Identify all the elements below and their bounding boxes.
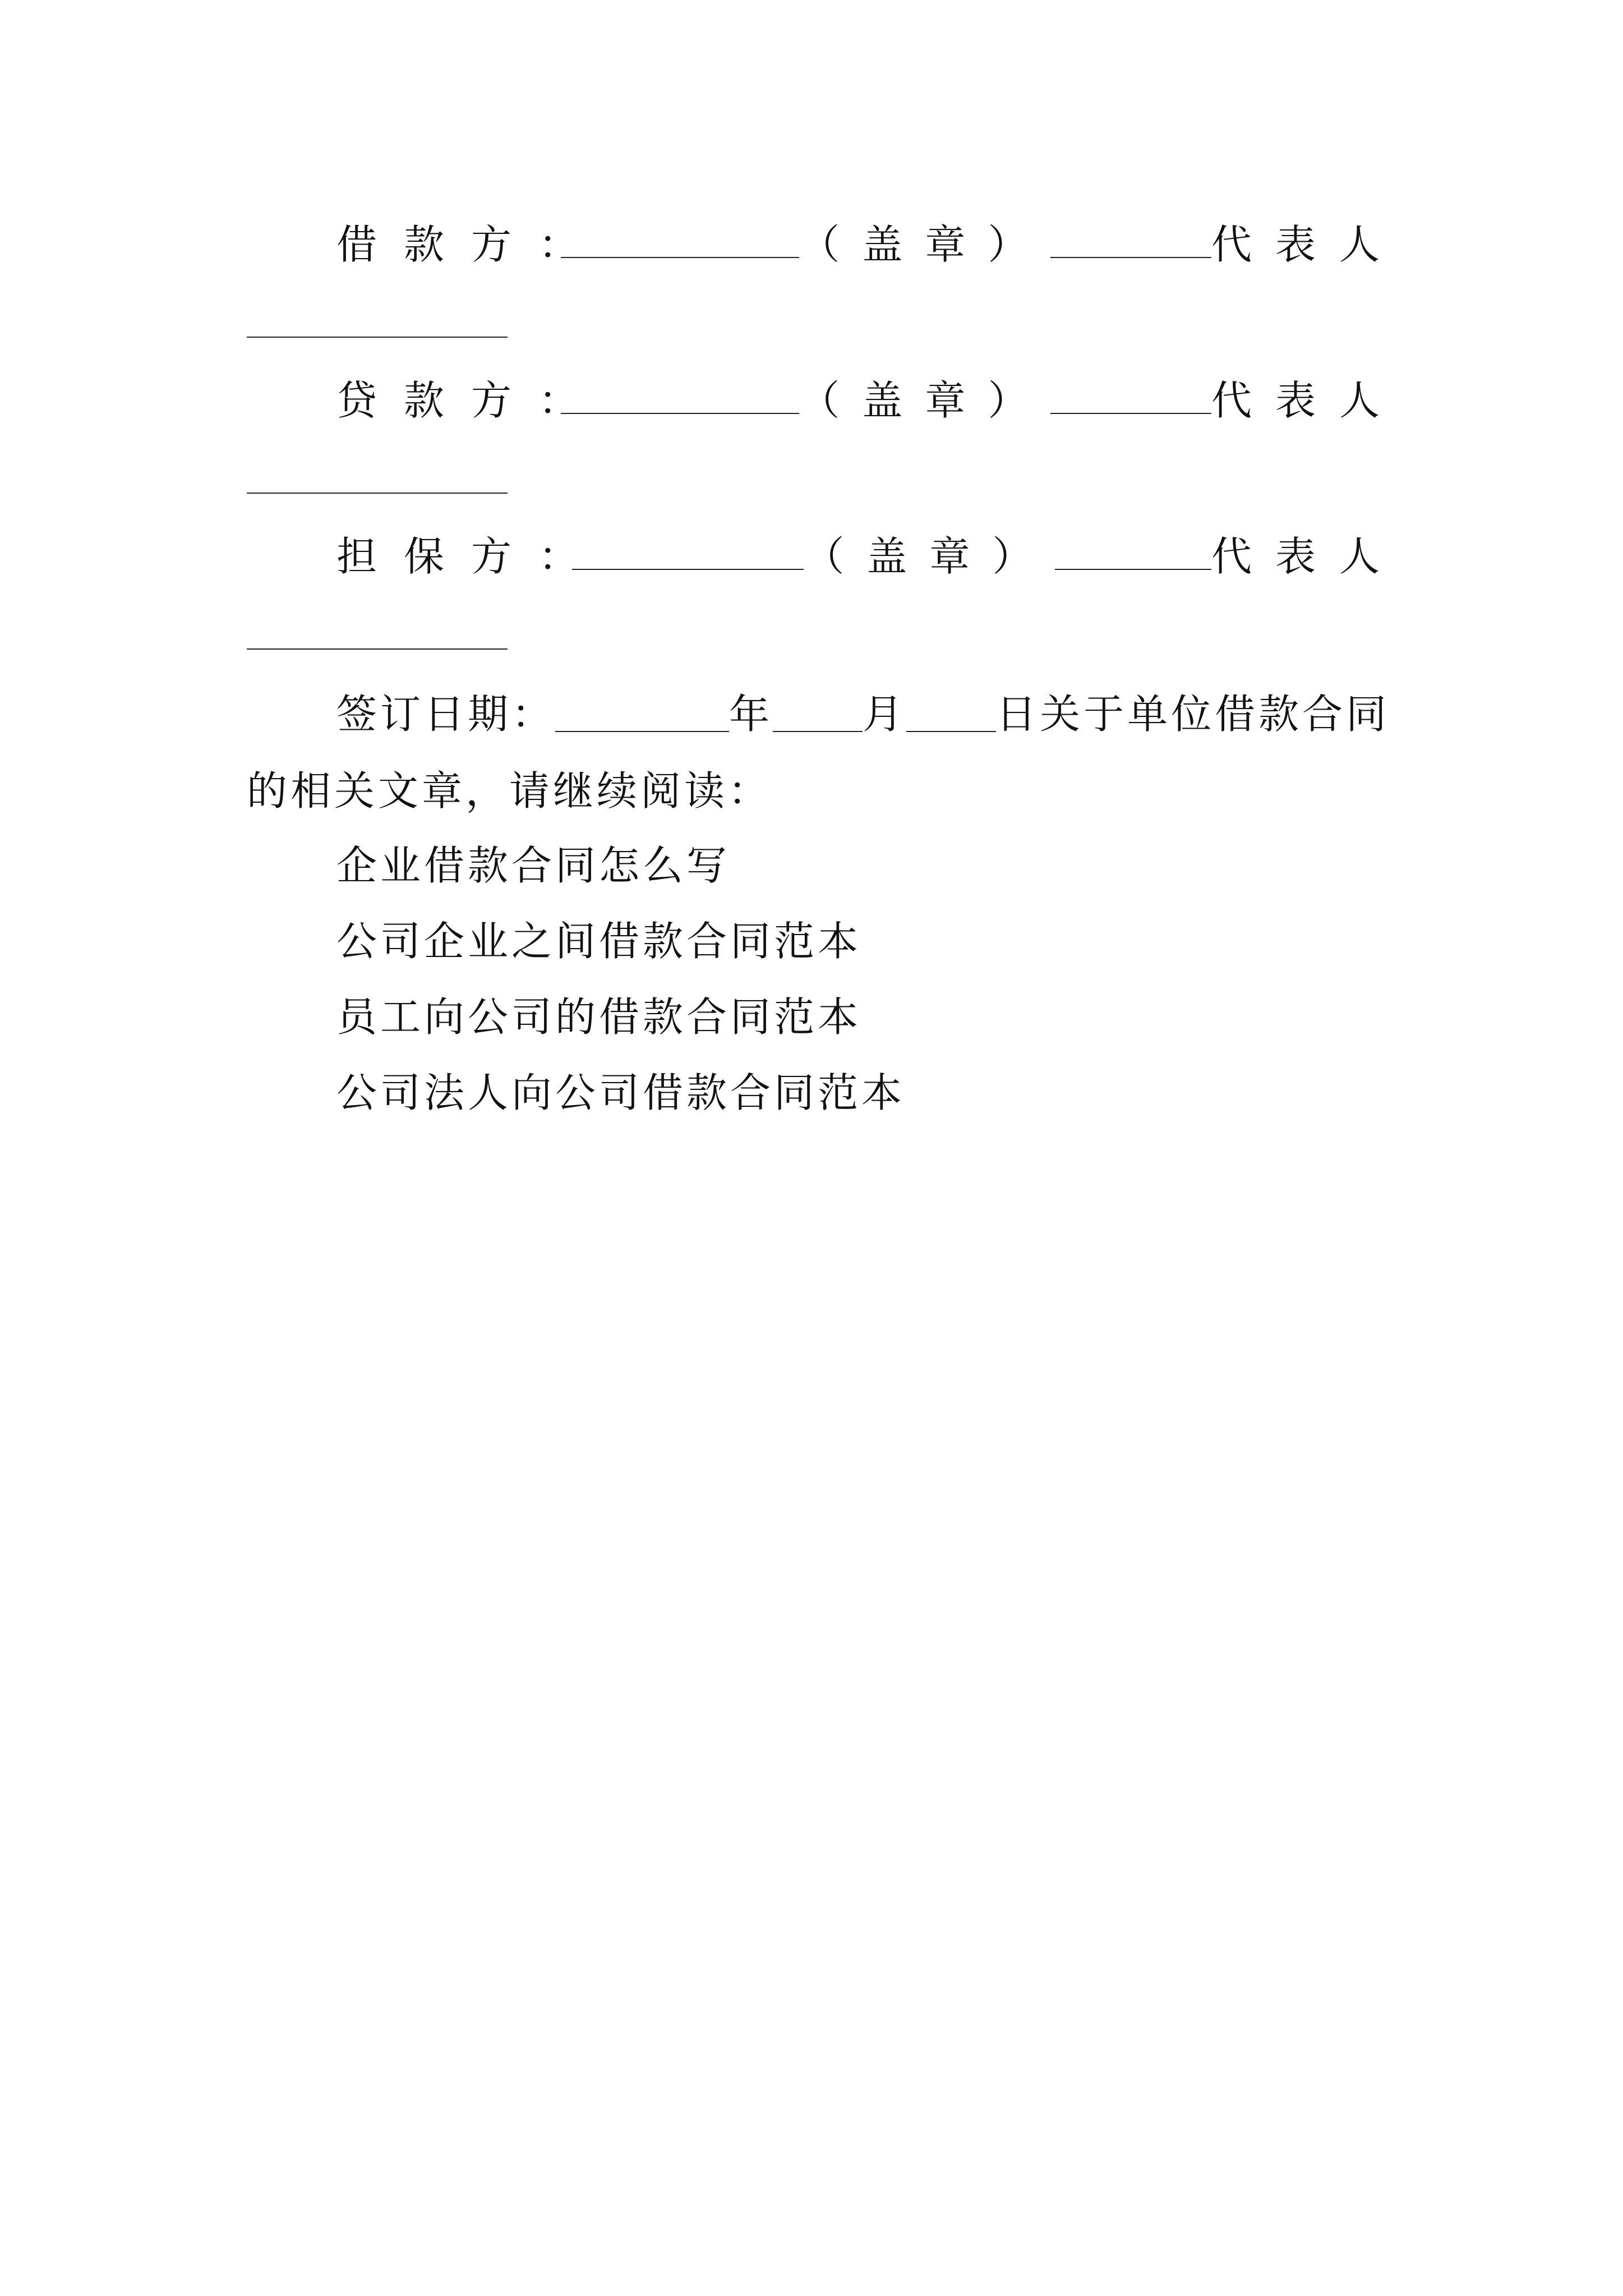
- representative-label: 代表人: [1211, 221, 1403, 268]
- signature-line-lender: [336, 364, 1403, 431]
- related-heading-end: 的相关文章，请继续阅读：: [247, 767, 772, 815]
- representative-blank: [247, 493, 508, 494]
- name-blank: [572, 567, 804, 570]
- month-label: 月: [863, 691, 907, 738]
- representative-label: 代表人: [1211, 377, 1403, 424]
- year-label: 年: [729, 691, 773, 738]
- related-heading-start: 关于单位借款合同: [1040, 691, 1390, 738]
- signature-line-borrower: [336, 208, 1403, 275]
- day-blank: [906, 731, 996, 732]
- year-blank: [555, 731, 729, 732]
- date-label: 签订日期：: [336, 691, 556, 738]
- signature-line-guarantor: [336, 519, 1403, 587]
- signing-date-line: [336, 682, 1390, 740]
- stamp-label: （盖章）: [799, 377, 1051, 424]
- party-label: 贷款方：: [336, 377, 606, 424]
- party-label: 借款方：: [336, 221, 606, 268]
- stamp-label: （盖章）: [799, 221, 1051, 268]
- representative-blank: [247, 648, 508, 650]
- stamp-label: （盖章）: [804, 533, 1055, 580]
- related-article-link[interactable]: 公司法人向公司借款合同范本: [336, 1069, 906, 1116]
- signature-blank: [1055, 567, 1211, 570]
- month-blank: [773, 731, 863, 732]
- name-blank: [561, 411, 799, 414]
- party-label: 担保方：: [336, 533, 606, 580]
- day-label: 日: [996, 691, 1040, 738]
- signature-blank: [1050, 255, 1211, 258]
- representative-blank: [247, 337, 508, 338]
- signature-blank: [1050, 411, 1211, 414]
- representative-label: 代表人: [1211, 533, 1403, 580]
- related-article-link[interactable]: 公司企业之间借款合同范本: [336, 918, 862, 965]
- related-intro: [247, 758, 772, 817]
- related-article-link[interactable]: 企业借款合同怎么写: [336, 842, 731, 889]
- related-article-link[interactable]: 员工向公司的借款合同范本: [336, 993, 862, 1041]
- name-blank: [561, 255, 799, 258]
